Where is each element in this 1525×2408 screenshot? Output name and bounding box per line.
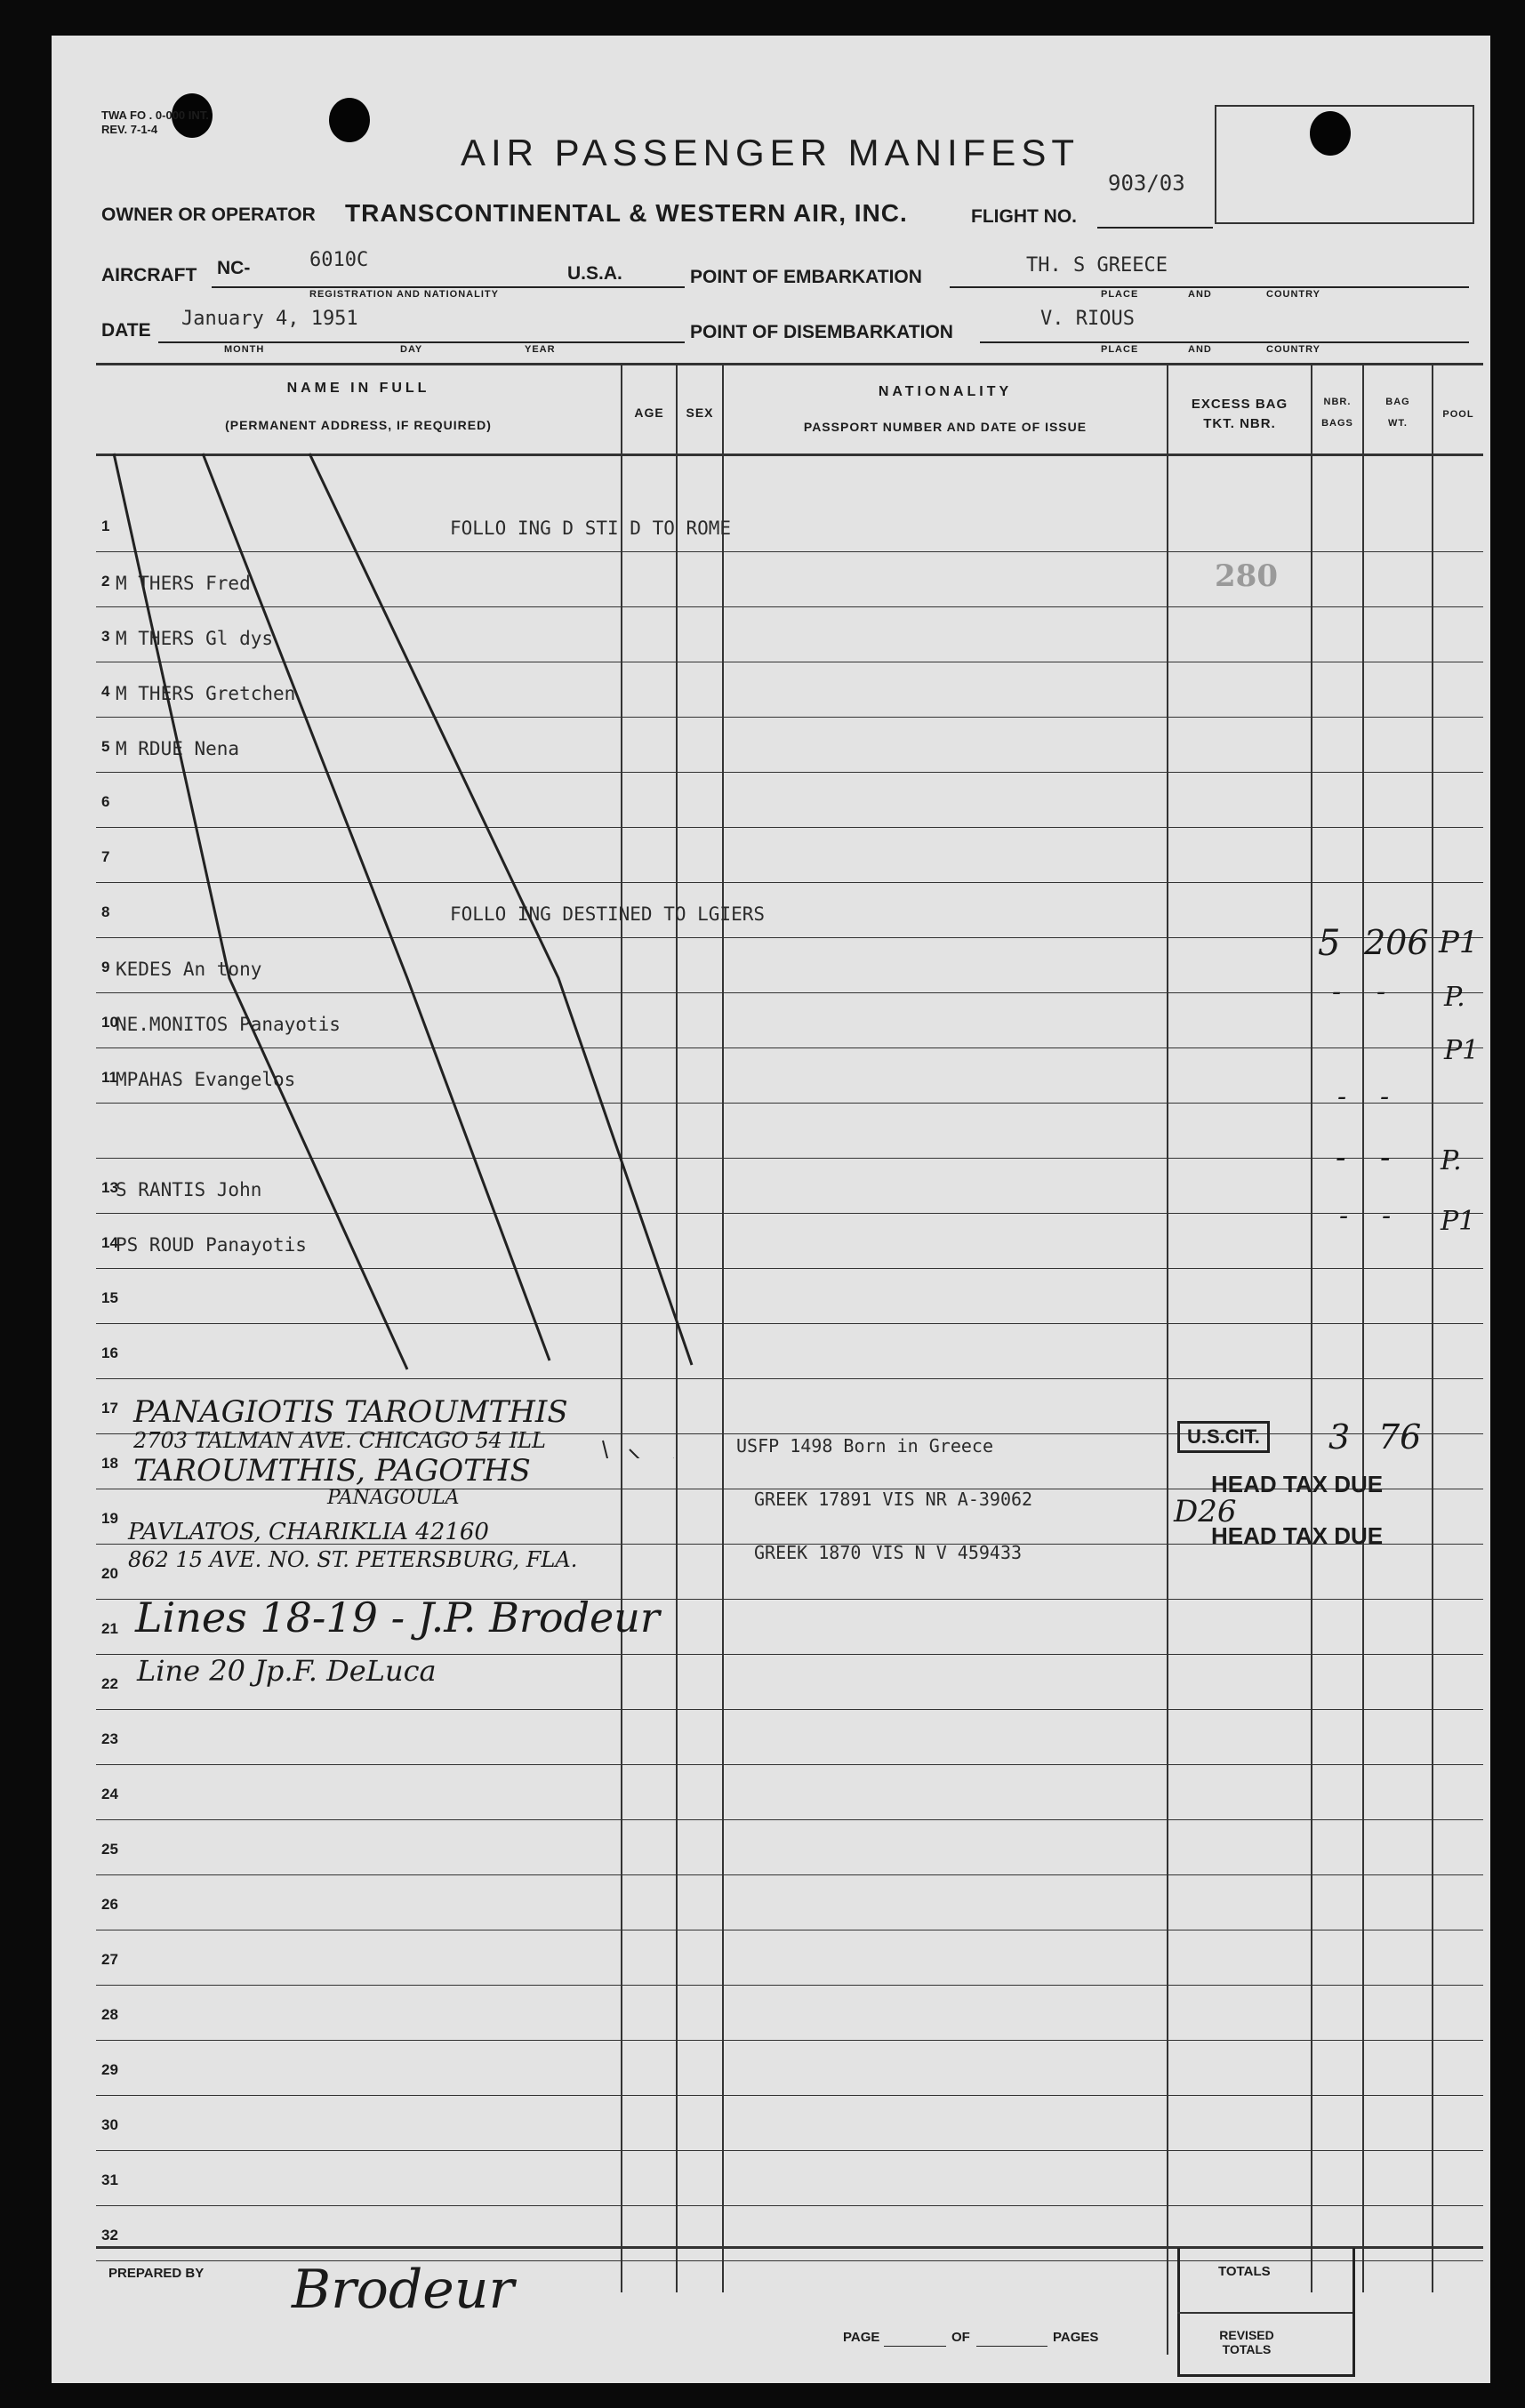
row-number: 24: [101, 1786, 118, 1802]
row10-bags: -: [1332, 976, 1342, 1007]
date-month: MONTH: [224, 344, 265, 355]
row-number: 8: [101, 903, 110, 920]
date-value: January 4, 1951: [181, 308, 358, 330]
aircraft-country: U.S.A.: [567, 263, 622, 284]
embark-and: AND: [1188, 289, 1212, 300]
row12-bags: -: [1337, 1081, 1347, 1112]
row-rule: [96, 2040, 1483, 2041]
embark-country: COUNTRY: [1266, 289, 1320, 300]
page-title: AIR PASSENGER MANIFEST: [461, 132, 1080, 173]
row-number: 14: [101, 1234, 118, 1251]
col-header-nbr-sub: BAGS: [1321, 418, 1353, 429]
row10-pool: P.: [1444, 982, 1465, 1013]
row14-bags: -: [1339, 1200, 1349, 1232]
row-name: S RANTIS John: [116, 1179, 262, 1200]
hand-lines-18-19: Lines 18-19 - J.P. Brodeur: [135, 1593, 660, 1641]
date-day: DAY: [400, 344, 423, 355]
col-header-nbr: NBR.: [1323, 397, 1352, 407]
row-rule: [96, 1819, 1483, 1820]
row-rule: [96, 2205, 1483, 2206]
row-number: 2: [101, 573, 110, 590]
flight-label: FLIGHT NO.: [971, 206, 1077, 227]
totals-label: TOTALS: [1218, 2264, 1271, 2279]
hand-row20-name: PAVLATOS, CHARIKLIA 42160: [128, 1519, 489, 1545]
preparer-signature: Brodeur: [292, 2259, 515, 2321]
row-rule: [96, 2150, 1483, 2151]
row-name: PS ROUD Panayotis: [116, 1234, 307, 1256]
us-cit-stamp: U.S.CIT.: [1177, 1421, 1270, 1453]
col-header-name-sub: (PERMANENT ADDRESS, IF REQUIRED): [225, 418, 492, 432]
row-name: M RDUE Nena: [116, 738, 240, 759]
row-number: 7: [101, 848, 110, 865]
col-header-nationality-sub: PASSPORT NUMBER AND DATE OF ISSUE: [803, 420, 1088, 434]
row-name: KEDES An tony: [116, 959, 262, 980]
of-label: OF: [951, 2330, 970, 2345]
row-number: 25: [101, 1841, 118, 1858]
pages-label: PAGES: [1053, 2330, 1099, 2345]
form-revision: REV. 7-1-4: [101, 123, 158, 136]
row-number: 6: [101, 793, 110, 810]
head-tax-due-1: HEAD TAX DUE: [1211, 1471, 1384, 1497]
row-number: 18: [101, 1455, 118, 1472]
disembark-country: COUNTRY: [1266, 344, 1320, 355]
row14-weight: -: [1382, 1200, 1392, 1232]
aircraft-value: 6010C: [309, 249, 369, 271]
cancellation-strokes: [52, 36, 1490, 1458]
row-rule: [96, 1764, 1483, 1765]
date-year: YEAR: [525, 344, 556, 355]
row-number: 16: [101, 1344, 118, 1361]
row-name: MPAHAS Evangelos: [116, 1069, 296, 1090]
flight-value: 903/03: [1108, 171, 1185, 196]
tax-code: D26: [1174, 1494, 1237, 1529]
aircraft-sub: REGISTRATION AND NATIONALITY: [309, 289, 499, 300]
row13-weight: -: [1380, 1140, 1391, 1176]
row-rule: [96, 1874, 1483, 1875]
row-number: 5: [101, 738, 110, 755]
row-number: 13: [101, 1179, 118, 1196]
cancel-stroke-2: [203, 454, 550, 1361]
page-label: PAGE: [843, 2330, 880, 2345]
hand-line-20: Line 20 Jp.F. DeLuca: [137, 1654, 437, 1688]
manifest-page: [52, 36, 1490, 2383]
hand-row20-address: 862 15 AVE. NO. ST. PETERSBURG, FLA.: [128, 1547, 578, 1572]
hand-row18-address: 2703 TALMAN AVE. CHICAGO 54 ILL: [133, 1428, 546, 1453]
row-number: 31: [101, 2171, 118, 2188]
col-header-nationality: NATIONALITY: [878, 384, 1013, 399]
row-number: 20: [101, 1565, 118, 1582]
row20-nationality: GREEK 1870 VIS N V 459433: [754, 1542, 1023, 1563]
row-number: 11: [101, 1069, 117, 1086]
embarkation-label: POINT OF EMBARKATION: [690, 267, 922, 287]
row14-pool: P1: [1441, 1206, 1476, 1237]
date-label: DATE: [101, 320, 151, 341]
cancel-stroke-ticks: [603, 1441, 674, 1458]
col-header-bag: BAG: [1385, 397, 1410, 407]
disembark-and: AND: [1188, 344, 1212, 355]
row-rule: [96, 2095, 1483, 2096]
hand-row19-name: TAROUMTHIS, PAGOTHS: [133, 1453, 531, 1489]
row12-weight: -: [1380, 1081, 1390, 1112]
row18-nationality: USFP 1498 Born in Greece: [736, 1435, 993, 1457]
row-number: 19: [101, 1510, 118, 1527]
row-number: 17: [101, 1400, 118, 1417]
row9-pool: P1: [1439, 925, 1479, 960]
hand-row18-name: PANAGIOTIS TAROUMTHIS: [133, 1394, 568, 1430]
col-header-bag-sub: WT.: [1388, 418, 1408, 429]
cancel-stroke-1: [114, 454, 407, 1369]
row-number: 23: [101, 1730, 118, 1747]
head-tax-due-2: HEAD TAX DUE: [1211, 1522, 1384, 1549]
stamp-280: 280: [1215, 558, 1278, 594]
prepared-by-label: PREPARED BY: [108, 2266, 205, 2281]
disembarkation-label: POINT OF DISEMBARKATION: [690, 322, 953, 342]
row-name: M THERS Fred: [116, 573, 251, 594]
row13-bags: -: [1336, 1140, 1346, 1176]
row-name: FOLLO ING DESTINED TO LGIERS: [450, 903, 766, 925]
of-underline: [976, 2346, 1047, 2347]
row-number: 1: [101, 518, 110, 534]
row-name: M THERS Gl dys: [116, 628, 274, 649]
hand-row19-sub: PANAGOULA: [327, 1487, 460, 1509]
form-number: TWA FO . 0-000 INT.: [101, 108, 209, 122]
row13-pool: P.: [1441, 1145, 1462, 1176]
row-number: 32: [101, 2227, 118, 2243]
row10-weight: -: [1377, 976, 1386, 1007]
revised-totals-label: REVISED TOTALS: [1219, 2328, 1274, 2356]
us-cit-bags: 3: [1328, 1417, 1351, 1457]
row-rule: [96, 1709, 1483, 1710]
row-number: 26: [101, 1896, 118, 1913]
disembark-place: PLACE: [1101, 344, 1139, 355]
col-header-name: NAME IN FULL: [286, 381, 430, 396]
row-number: 29: [101, 2061, 118, 2078]
row-name: NE.MONITOS Panayotis: [116, 1014, 341, 1035]
owner-value: TRANSCONTINENTAL & WESTERN AIR, INC.: [345, 199, 908, 227]
row-number: 15: [101, 1289, 118, 1306]
row9-weight: 206: [1364, 923, 1429, 962]
row-number: 4: [101, 683, 110, 700]
disembarkation-value: V. RIOUS: [1040, 308, 1135, 330]
aircraft-label: AIRCRAFT: [101, 265, 197, 285]
row-number: 3: [101, 628, 110, 645]
row-number: 22: [101, 1675, 118, 1692]
row-number: 21: [101, 1620, 118, 1637]
row-rule: [96, 1985, 1483, 1986]
col-header-sex: SEX: [686, 405, 714, 420]
row19-nationality: GREEK 17891 VIS NR A-39062: [754, 1489, 1033, 1510]
row-number: 10: [101, 1014, 118, 1031]
row9-bags: 5: [1318, 923, 1341, 964]
row-number: 28: [101, 2006, 118, 2023]
embarkation-value: TH. S GREECE: [1026, 254, 1168, 277]
col-header-pool: POOL: [1442, 409, 1474, 420]
col-header-age: AGE: [634, 405, 664, 420]
totals-divider: [1177, 2312, 1352, 2314]
col-header-excess: EXCESS BAG: [1191, 397, 1288, 412]
row-name: FOLLO ING D STI D TO ROME: [450, 518, 732, 539]
row-number: 30: [101, 2116, 118, 2133]
page-underline: [884, 2346, 946, 2347]
owner-label: OWNER OR OPERATOR: [101, 205, 316, 225]
aircraft-prefix: NC-: [217, 258, 251, 278]
us-cit-weight: 76: [1378, 1417, 1422, 1457]
embark-place: PLACE: [1101, 289, 1139, 300]
row-number: 9: [101, 959, 110, 975]
row-name: M THERS Gretchen: [116, 683, 296, 704]
row-number: 27: [101, 1951, 118, 1968]
row11-pool: P1: [1444, 1035, 1480, 1066]
col-header-excess-sub: TKT. NBR.: [1203, 416, 1276, 431]
